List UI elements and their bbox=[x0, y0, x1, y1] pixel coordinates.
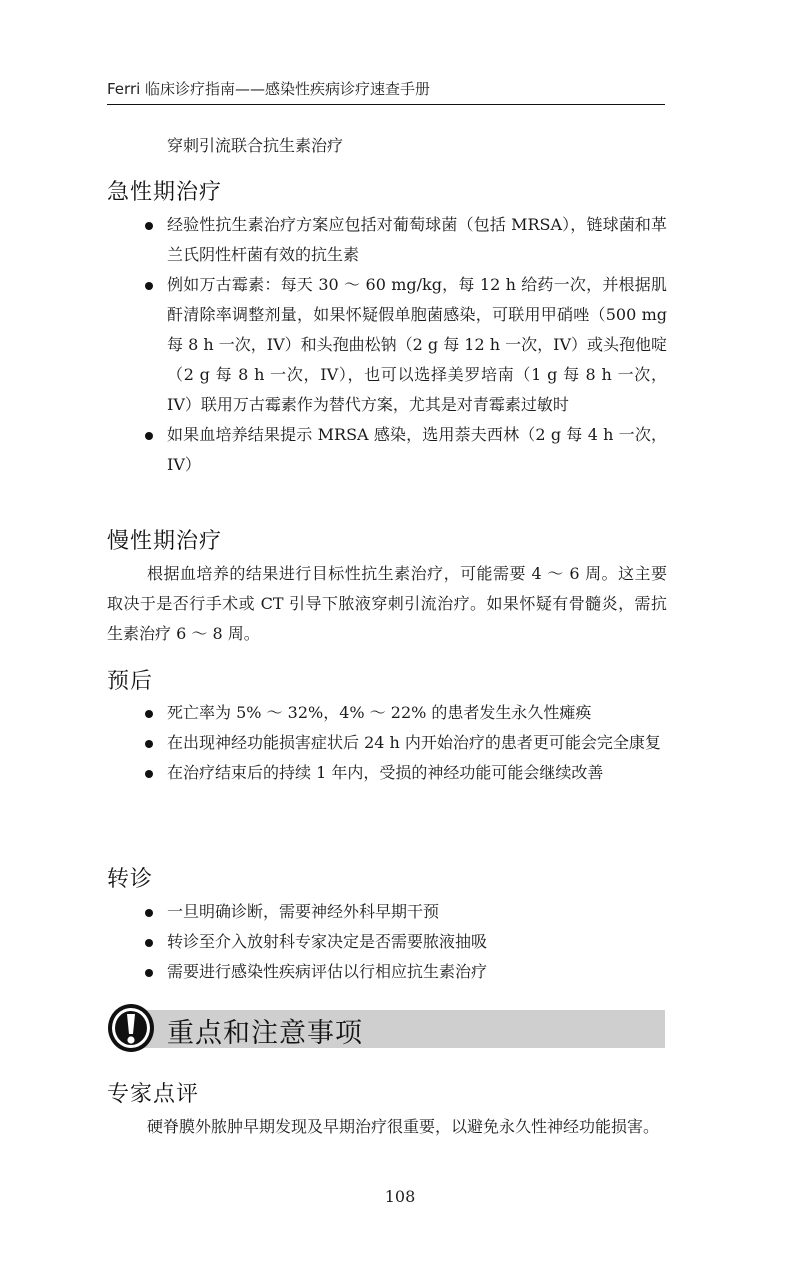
page-number: 108 bbox=[384, 1187, 416, 1206]
prognosis-list bbox=[107, 698, 667, 788]
referral-heading: 转诊 bbox=[107, 867, 154, 892]
acute-list bbox=[107, 210, 667, 480]
bullet-icon bbox=[145, 282, 153, 290]
key-points-banner bbox=[107, 1003, 665, 1053]
chronic-paragraph: 根据血培养的结果进行目标性抗生素治疗，可能需要 4 ～ 6 周。这主要取决于是否行手术或 CT 引导下脓液穿刺引流治疗。如果怀疑有骨髓炎，需抗生素治疗 6 ～ 8 周。 bbox=[107, 564, 667, 643]
list-item: 如果血培养结果提示 MRSA 感染，选用萘夫西林（2 g 每 4 h 一次，IV） bbox=[107, 420, 667, 480]
expert-paragraph: 硬脊膜外脓肿早期发现及早期治疗很重要，以避免永久性神经功能损害。 bbox=[147, 1117, 660, 1136]
bullet-icon bbox=[145, 710, 153, 718]
prognosis-heading: 预后 bbox=[107, 669, 154, 694]
list-item: 一旦明确诊断，需要神经外科早期干预 bbox=[107, 897, 667, 927]
list-item: 经验性抗生素治疗方案应包括对葡萄球菌（包括 MRSA），链球菌和革兰氏阴性杆菌有效的抗生素 bbox=[107, 210, 667, 270]
exclamation-icon bbox=[107, 1003, 155, 1053]
chronic-heading: 慢性期治疗 bbox=[107, 529, 223, 554]
bullet-icon bbox=[145, 740, 153, 748]
bullet-icon bbox=[145, 909, 153, 917]
list-item: 在出现神经功能损害症状后 24 h 内开始治疗的患者更可能会完全康复 bbox=[107, 728, 667, 758]
bullet-icon bbox=[145, 939, 153, 947]
list-item: 死亡率为 5% ～ 32%，4% ～ 22% 的患者发生永久性瘫痪 bbox=[107, 698, 667, 728]
expert-heading: 专家点评 bbox=[107, 1082, 200, 1107]
bullet-icon bbox=[145, 222, 153, 230]
banner-title: 重点和注意事项 bbox=[167, 1018, 363, 1049]
acute-heading: 急性期治疗 bbox=[107, 180, 223, 205]
intro-text: 穿刺引流联合抗生素治疗 bbox=[167, 136, 344, 155]
bullet-icon bbox=[145, 969, 153, 977]
header-rule bbox=[107, 104, 665, 105]
list-item: 需要进行感染性疾病评估以行相应抗生素治疗 bbox=[107, 957, 667, 987]
list-item: 转诊至介入放射科专家决定是否需要脓液抽吸 bbox=[107, 927, 667, 957]
list-item: 例如万古霉素：每天 30 ～ 60 mg/kg，每 12 h 给药一次，并根据肌酐清除率调整剂量，如果怀疑假单胞菌感染，可联用甲硝唑（500 mg 每 8 h 一次，IV）和头孢曲松钠（2 g 每 12 h 一次，IV）或头孢他啶（2 g 每 8 h 一次，IV），也可以选择美罗培南（1 g 每 8 h 一次，IV）联用万古霉素作为替代方案，尤其是对青霉素过敏时 bbox=[107, 270, 667, 420]
bullet-icon bbox=[145, 432, 153, 440]
bullet-icon bbox=[145, 770, 153, 778]
referral-list bbox=[107, 897, 667, 987]
list-item: 在治疗结束后的持续 1 年内，受损的神经功能可能会继续改善 bbox=[107, 758, 667, 788]
running-header: Ferri 临床诊疗指南——感染性疾病诊疗速查手册 bbox=[107, 80, 431, 98]
